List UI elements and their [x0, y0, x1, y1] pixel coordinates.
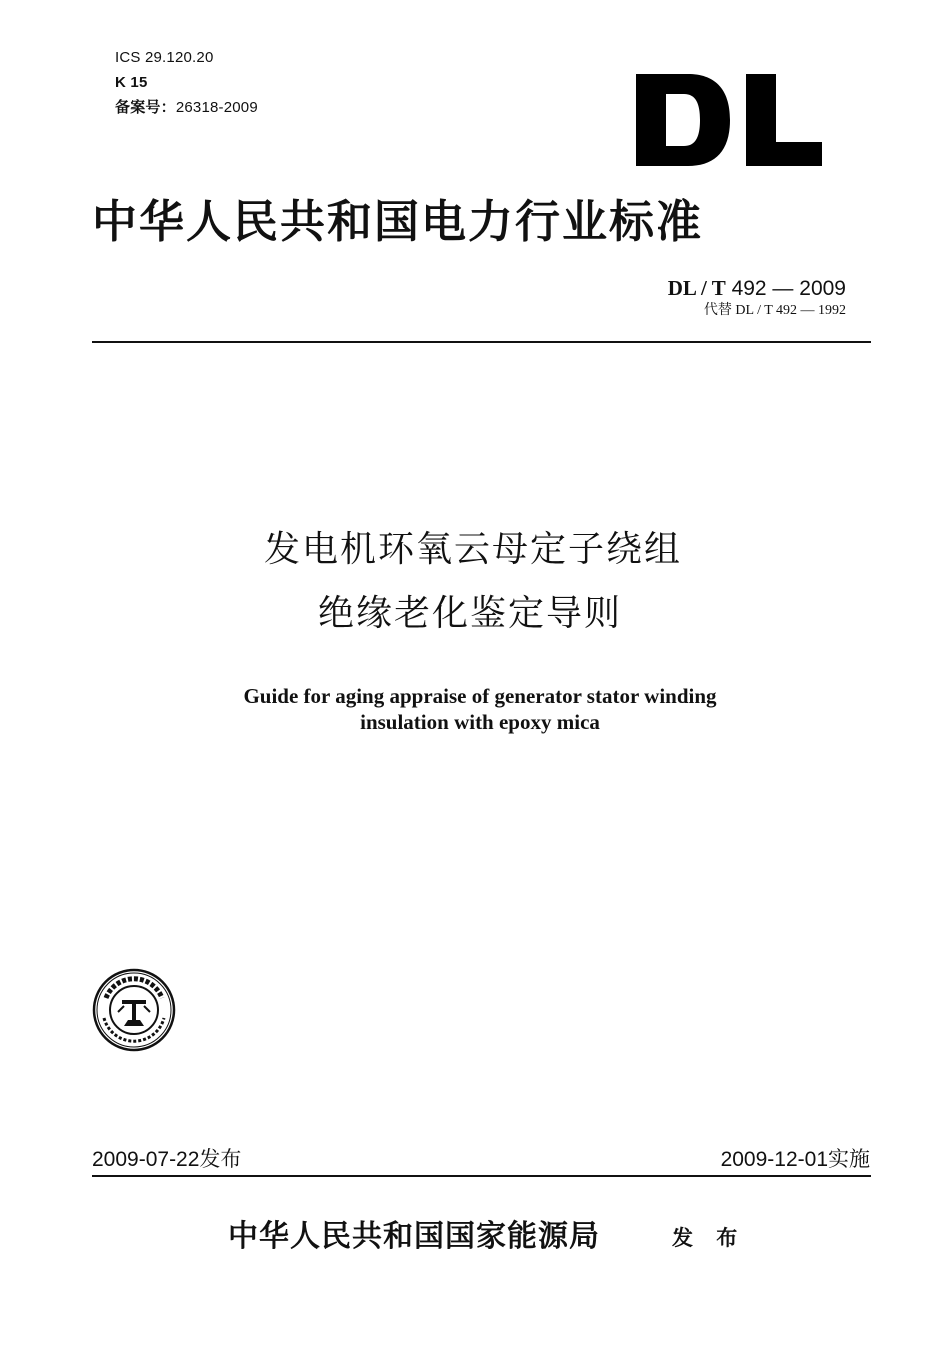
issued-label: 发 布 [672, 1226, 746, 1250]
top-divider [92, 341, 871, 343]
document-title-cn-line2: 绝缘老化鉴定导则 [317, 593, 622, 634]
dl-logo-letter-l [746, 74, 822, 166]
implementation-date: 2009-12-01实施 [720, 1148, 870, 1171]
document-title-en-line1: Guide for aging appraise of generator stator winding [243, 684, 717, 708]
standard-number-prefix: DL / T [667, 276, 726, 300]
replaces-standard: 代替 DL / T 492 — 1992 [703, 303, 846, 318]
standard-number [668, 276, 846, 301]
standard-number-value: 492 — 2009 [731, 277, 846, 300]
issuing-authority: 中华人民共和国国家能源局 [228, 1219, 600, 1254]
classification-code: K 15 [115, 74, 148, 91]
dl-logo [636, 74, 822, 166]
ics-code: ICS 29.120.20 [115, 49, 214, 66]
issue-date: 2009-07-22发布 [92, 1148, 242, 1171]
document-title-cn-line1: 发电机环氧云母定子绕组 [263, 529, 682, 570]
bottom-divider [92, 1175, 871, 1177]
registration-number: 26318-2009 [175, 99, 258, 116]
document-title-en-line2: insulation with epoxy mica [360, 710, 600, 734]
dl-logo-letter-d [636, 74, 730, 166]
registration-label: 备案号： [115, 99, 176, 116]
publisher-seal-icon [92, 968, 176, 1052]
registration-line [115, 99, 258, 117]
standard-title: 中华人民共和国电力行业标准 [92, 195, 704, 248]
